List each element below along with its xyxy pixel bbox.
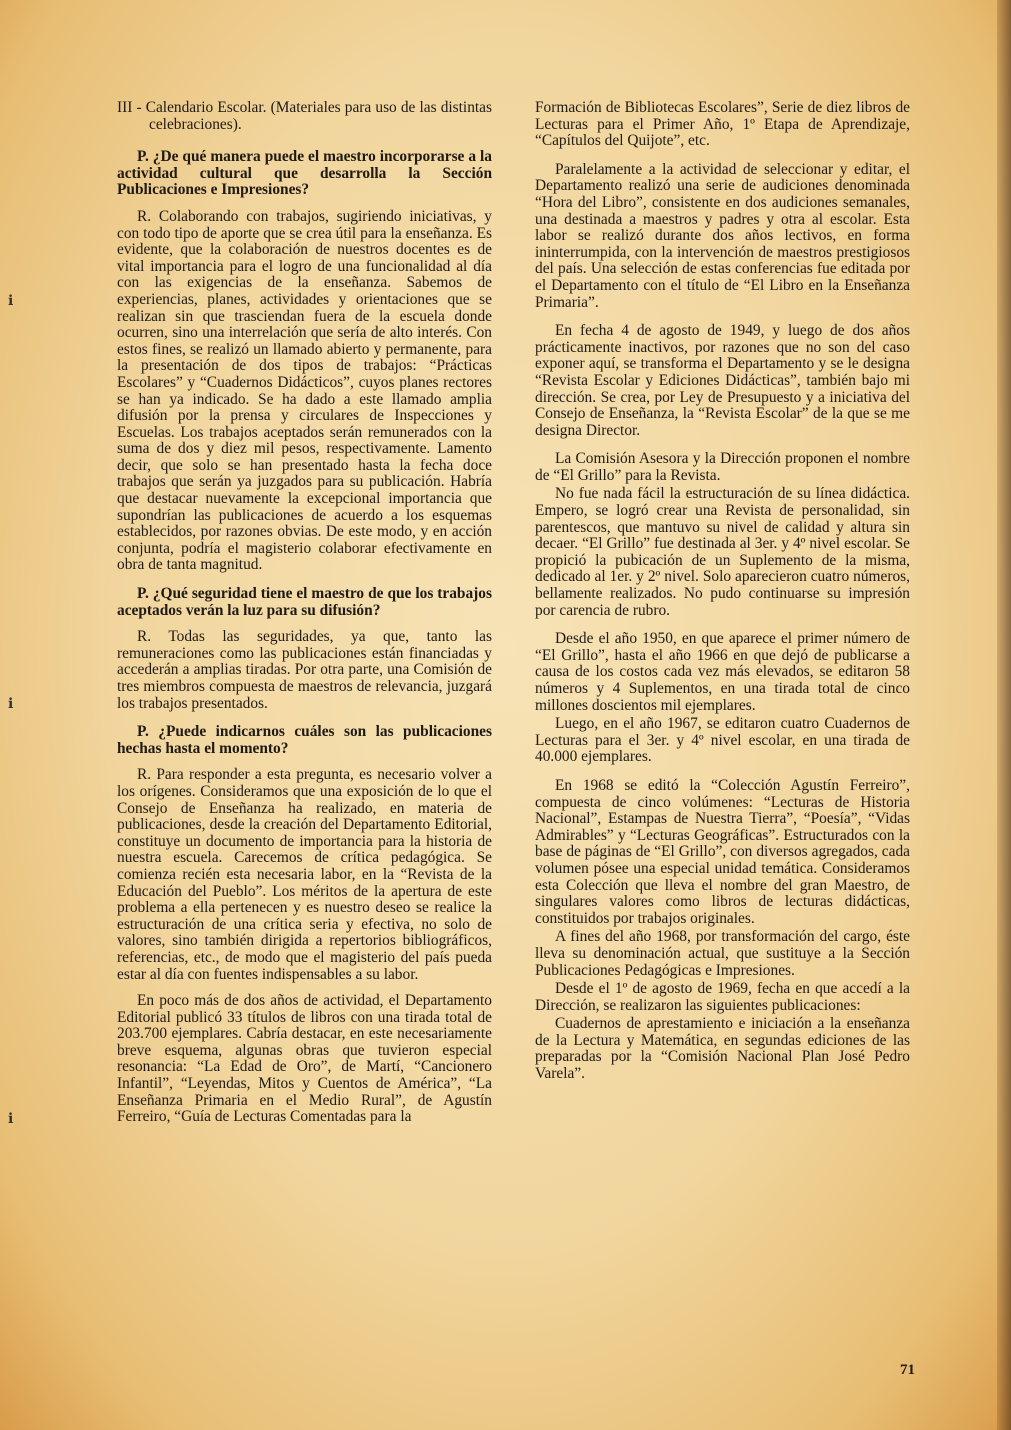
- margin-mark: ℹ: [8, 697, 14, 712]
- paragraph: Desde el año 1950, en que aparece el primer número de “El Grillo”, hasta el año 1966 en que dejó de publicarse a causa de los costos cada vez más elevados, se editaron 58 números y 4 Suplementos, en una tirada total de cinco millones doscientos mil ejemplares.: [535, 630, 910, 714]
- paragraph: R. Para responder a esta pregunta, es necesario volver a los orígenes. Consideramos que una exposición de lo que el Consejo de Enseñanza ha realizado, en materia de publicaciones, desde la creación del Departamento Editorial, constituye un documento de importancia para la historia de nuestra escuela. Carecemos de crítica pedagógica. Se comienza recién esta necesaria labor, en la “Revista de la Educación del Pueblo”. Los méritos de la apertura de este problema a ella pertenecen y es nuestro deseo se realice la estructuración de una crítica seria y efectiva, no solo de valores, sino también dirigida a repertorios bibliográficos, referencias, etc., de modo que el magisterio del país pueda estar al día con fuentes indispensables a su labor.: [117, 766, 492, 983]
- paragraph: Formación de Bibliotecas Escolares”, Serie de diez libros de Lecturas para el Primer Año, 1º Etapa de Aprendizaje, “Capítulos del Quijote”, etc.: [535, 99, 910, 150]
- paragraph: Paralelamente a la actividad de seleccionar y editar, el Departamento realizó una serie de audiciones denominada “Hora del Libro”, consistente en dos audiciones semanales, una destinada a maestros y padres y otra al escolar. Esta labor se realizó durante dos años lectivos, en forma ininterrumpida, con la intervención de maestros prestigiosos del país. Una selección de estas conferencias fue editada por el Departamento con el título de “El Libro en la Enseñanza Primaria”.: [535, 160, 910, 311]
- paragraph: Desde el 1º de agosto de 1969, fecha en que accedí a la Dirección, se realizaron las siguientes publicaciones:: [535, 980, 910, 1014]
- paragraph: En fecha 4 de agosto de 1949, y luego de dos años prácticamente inactivos, por razones que no son del caso exponer aquí, se transforma el Departamento y se le designa “Revista Escolar y Ediciones Didácticas”, también bajo mi dirección. Se crea, por Ley de Presupuesto y a iniciativa del Consejo de Enseñanza, la “Revista Escolar” de la que se me designa Director.: [535, 322, 910, 439]
- right-column: [535, 100, 910, 1095]
- page-number: 71: [900, 1362, 915, 1378]
- paragraph: A fines del año 1968, por transformación del cargo, éste lleva su denominación actual, que sustituye a la Sección Publicaciones Pedagógicas e Impresiones.: [535, 928, 910, 979]
- paragraph: En poco más de dos años de actividad, el Departamento Editorial publicó 33 títulos de libros con una tirada total de 203.700 ejemplares. Cabría destacar, en este necesariamente breve esquema, algunas obras que tuvieron especial resonancia: “La Edad de Oro”, de Martí, “Cancionero Infantil”, “Leyendas, Mitos y Cuentos de América”, “La Enseñanza Primaria en el Medio Rural”, de Agustín Ferreiro, “Guía de Lecturas Comentadas para la: [117, 992, 492, 1126]
- question: P. ¿De qué manera puede el maestro incorporarse a la actividad cultural que desarrolla la Sección Publicaciones e Impresiones?: [117, 148, 492, 199]
- paragraph: R. Todas las seguridades, ya que, tanto las remuneraciones como las publicaciones están financiadas y accederán a amplias tiradas. Por otra parte, una Comisión de tres miembros compuesta de maestros de relevancia, juzgará los trabajos presentados.: [117, 628, 492, 712]
- question: P. ¿Qué seguridad tiene el maestro de que los trabajos aceptados verán la luz para su difusión?: [117, 585, 492, 619]
- paragraph: No fue nada fácil la estructuración de su línea didáctica. Empero, se logró crear una Revista de personalidad, sin parentescos, que mantuvo su nivel de calidad y altura sin decaer. “El Grillo” fue destinada al 3er. y 4º nivel escolar. Se propició la pubicación de un Suplemento de la misma, dedicado al 1er. y 2º nivel. Solo aparecieron cuatro números, bellamente realizados. No pudo continuarse su impresión por carencia de rubro.: [535, 485, 910, 619]
- page-edge-shadow: [997, 0, 1011, 1430]
- margin-mark: ℹ: [8, 1112, 14, 1127]
- paragraph: En 1968 se editó la “Colección Agustín Ferreiro”, compuesta de cinco volúmenes: “Lecturas de Historia Nacional”, Estampas de Nuestra Tierra”, “Poesía”, “Vidas Admirables” y “Lecturas Geográficas”. Estructurados con la base de páginas de “El Grillo”, con diversos agregados, cada volumen pósee una especial unidad temática. Consideramos esta Colección que lleva el nombre del gran Maestro, de singulares valores como libros de lecturas didácticas, constituidos por trabajos originales.: [535, 776, 910, 927]
- margin-mark: ℹ: [8, 294, 14, 309]
- paragraph: R. Colaborando con trabajos, sugiriendo iniciativas, y con todo tipo de aporte que se crea útil para la enseñanza. Es evidente, que la colaboración de nuestros docentes es de vital importancia para el logro de una funcionalidad al día con las exigencias de la enseñanza. Sabemos de experiencias, planes, actividades y orientaciones que se realizan sin que trasciendan fuera de la escuela donde ocurren, sino una interrelación que sería de alto interés. Con estos fines, se realizó un llamado abierto y permanente, para la presentación de dos tipos de trabajos: “Prácticas Escolares” y “Cuadernos Didácticos”, cuyos planes rectores se han ya indicado. Se ha dado a este llamado amplia difusión por la prensa y circulares de Inspecciones y Escuelas. Los trabajos aceptados serán remunerados con la suma de dos y diez mil pesos, respectivamente. Lamento decir, que solo se han presentado hasta la fecha doce trabajos que serán ya juzgados para su publicación. Habría que destacar nuevamente la excepcional importancia que supondrían las publicaciones de acuerdo a los esquemas establecidos, por razones obvias. De este modo, y en acción conjunta, podría el magisterio colaborar efectivamente en obra de tanta magnitud.: [117, 207, 492, 574]
- paragraph: La Comisión Asesora y la Dirección proponen el nombre de “El Grillo” para la Revista.: [535, 450, 910, 484]
- question: P. ¿Puede indicarnos cuáles son las publicaciones hechas hasta el momento?: [117, 723, 492, 757]
- left-column: [117, 100, 492, 1138]
- paragraph: Cuadernos de aprestamiento e iniciación a la enseñanza de la Lectura y Matemática, en segundas ediciones de las preparadas por la “Comisión Nacional Plan José Pedro Varela”.: [535, 1015, 910, 1083]
- paragraph: III - Calendario Escolar. (Materiales para uso de las distintas celebraciones).: [117, 99, 492, 133]
- paragraph: Luego, en el año 1967, se editaron cuatro Cuadernos de Lecturas para el 3er. y 4º nivel escolar, en una tirada de 40.000 ejemplares.: [535, 715, 910, 766]
